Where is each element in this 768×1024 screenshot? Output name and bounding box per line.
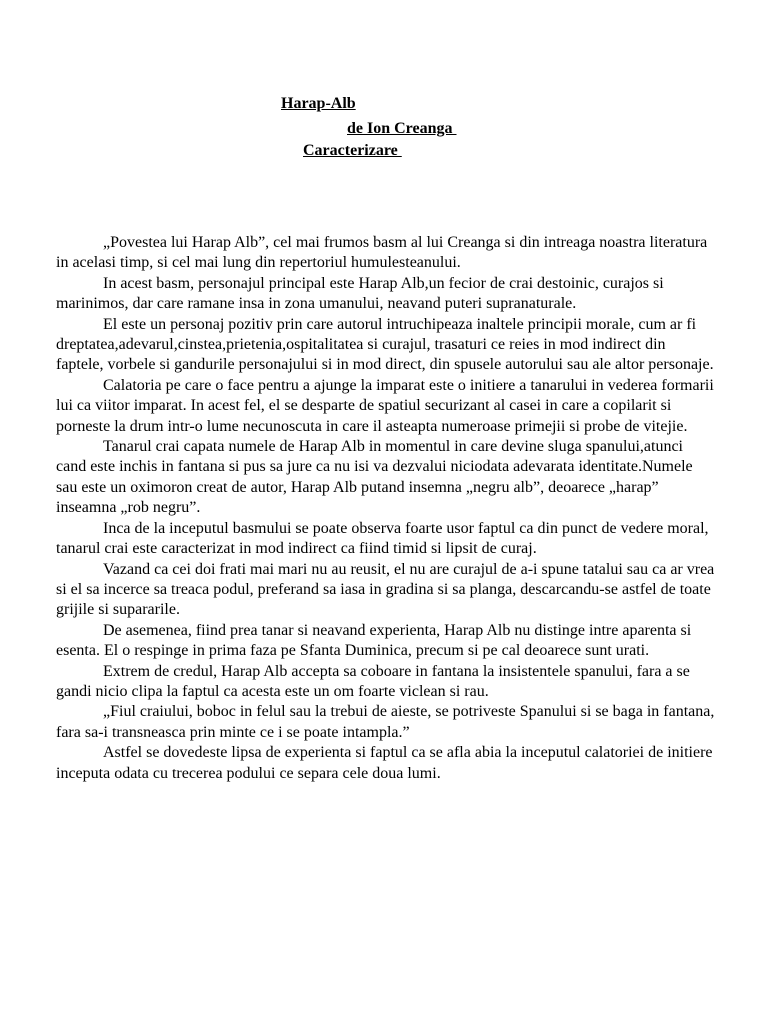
paragraph: El este un personaj pozitiv prin care autorul intruchipeaza inaltele principii morale, cum ar fi dreptatea,adevarul,cinstea,prietenia,ospitalitatea si curajul, trasaturi ce reies in mod indirect din faptele, vorbele si gandurile personajului si in mod direct, din spusele autorului sau ale altor personaje. [56, 315, 714, 374]
paragraph: Calatoria pe care o face pentru a ajunge la imparat este o initiere a tanarului in vederea formarii lui ca viitor imparat. In acest fel, el se desparte de spatiul securizant al casei in care a copilarit si porneste la drum intr-o lume necunoscuta in care il asteapta numeroase primejii si probe de vitejie. [56, 376, 714, 435]
paragraph: Tanarul crai capata numele de Harap Alb in momentul in care devine sluga spanului,atunci cand este inchis in fantana si pus sa jure ca nu isi va dezvalui niciodata adevarata identitate.Numele sau este un oximoron creat de autor, Harap Alb putand insemna „negru alb”, deoarece „harap” inseamna „rob negru”. [56, 438, 693, 517]
body-text [56, 233, 716, 784]
author-line: de Ion Creanga [347, 120, 457, 137]
paragraph: In acest basm, personajul principal este Harap Alb,un fecior de crai destoinic, curajos si marinimos, dar care ramane insa in zona umanului, neavand puteri supranaturale. [56, 274, 664, 313]
paragraph: De asemenea, fiind prea tanar si neavand experienta, Harap Alb nu distinge intre aparenta si esenta. El o respinge in prima faza pe Sfanta Duminica, precum si pe cal deoarece sunt urati. [56, 621, 692, 660]
document-subtitle: Caracterizare [303, 142, 402, 159]
paragraph: Vazand ca cei doi frati mai mari nu au reusit, el nu are curajul de a-i spune tatalui sau ca ar vrea si el sa incerce sa treaca podul, preferand sa iasa in gradina si sa planga, descarcandu-se astfel de toate grijile si supararile. [56, 560, 715, 619]
paragraph: „Fiul craiului, boboc in felul sau la trebui de aieste, se potriveste Spanului si se baga in fantana, fara sa-i transneasca prin minte ce i se poate intampla.” [56, 703, 715, 741]
document-title: Harap-Alb [281, 95, 356, 112]
paragraph: Extrem de credul, Harap Alb accepta sa coboare in fantana la insistentele spanului, fara a se gandi nicio clipa la faptul ca acesta este un om foarte viclean si rau. [56, 662, 690, 700]
paragraph: „Povestea lui Harap Alb”, cel mai frumos basm al lui Creanga si din intreaga noastra literatura in acelasi timp, si cel mai lung din repertoriul humulesteanului. [56, 234, 708, 272]
paragraph: Inca de la inceputul basmului se poate observa foarte usor faptul ca din punct de vedere moral, tanarul crai este caracterizat in mod indirect ca fiind timid si lipsit de curaj. [56, 519, 709, 558]
paragraph: Astfel se dovedeste lipsa de experienta si faptul ca se afla abia la inceputul calatoriei de initiere inceputa odata cu trecerea podului ce separa cele doua lumi. [56, 744, 713, 782]
